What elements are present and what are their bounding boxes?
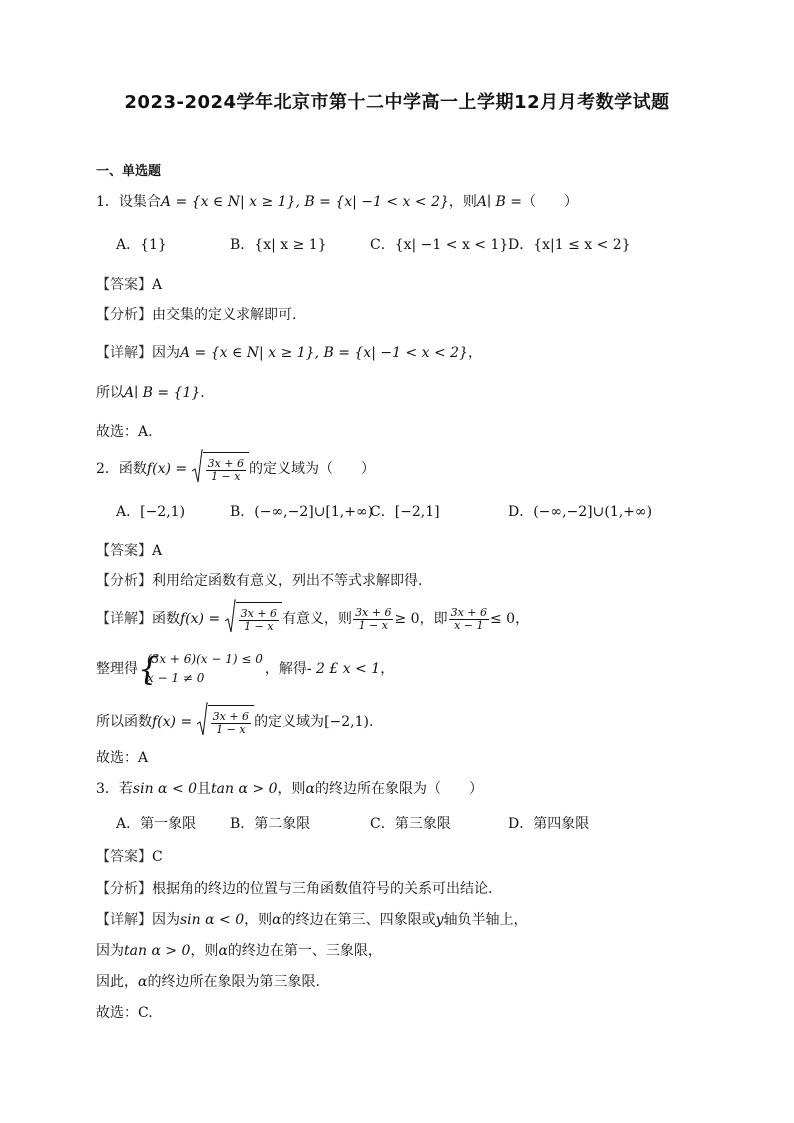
q3-option-d: D．第四象限 — [508, 816, 590, 832]
q1-set-b: , B = {x| −1 < x < 2} — [295, 194, 449, 210]
q3-answer: 【答案】C — [96, 849, 163, 865]
q3-option-c: C．第三象限 — [370, 816, 451, 832]
radical-sign-icon — [197, 702, 208, 736]
q1-option-a: A．{1} — [116, 237, 167, 253]
q3-analysis: 【分析】根据角的终边的位置与三角函数值符号的关系可出结论. — [96, 881, 493, 897]
q2-inequality-system: { (3x + 6)(x − 1) ≤ 0 x − 1 ≠ 0 — [138, 650, 263, 688]
q1-answer: 【答案】A — [96, 277, 163, 293]
q2-option-a: A．[−2,1) — [116, 504, 186, 520]
q1-expression: A∣ B = — [476, 194, 523, 210]
q1-analysis: 【分析】由交集的定义求解即可. — [96, 307, 297, 323]
q3-option-b: B．第二象限 — [230, 816, 311, 832]
q3-conclusion: 故选：C. — [96, 1005, 153, 1021]
q1-detail: 【详解】因为A = {x ∈ N| x ≥ 1}, B = {x| −1 < x < 2}， — [96, 345, 482, 361]
q1-stem: 1．设集合A = {x ∈ N| x ≥ 1}, B = {x| −1 < x < 2}，则A∣ B =（ ） — [96, 194, 579, 210]
radical-sign-icon — [192, 449, 203, 483]
q3-detail-line2: 因为tan α > 0，则α的终边在第一、三象限， — [96, 943, 382, 959]
q1-conclusion: 故选：A. — [96, 424, 153, 440]
q3-stem: 3．若sin α < 0且tan α > 0，则α的终边所在象限为（ ） — [96, 781, 483, 797]
q3-option-a: A．第一象限 — [116, 816, 197, 832]
q2-radical: $\frac{3x + 6}{1 - x}$ — [192, 451, 249, 487]
q3-detail: 【详解】因为sin α < 0，则α的终边在第三、四象限或y轴负半轴上， — [96, 912, 528, 928]
page-title: 2023-2024学年北京市第十二中学高一上学期12月月考数学试题 — [124, 92, 670, 113]
q2-analysis: 【分析】利用给定函数有意义，列出不等式求解即得. — [96, 573, 423, 589]
q1-option-d: D．{x|1 ≤ x < 2} — [508, 237, 631, 253]
q2-detail: 【详解】函数f(x) = $\frac{3x + 6}{1 - x}$ 有意义，则 $\frac{3x + 6}{1 - x}$ ≥ 0，即 $\frac{3x + 6}{x - 1}$ ≤ 0， — [96, 601, 529, 637]
q2-answer: 【答案】A — [96, 543, 163, 559]
q2-conclusion: 故选：A — [96, 750, 149, 766]
q2-detail-line3: 所以函数f(x) = $\frac{3x + 6}{1 - x}$ 的定义域为[−2,1). — [96, 704, 373, 740]
radical-sign-icon — [225, 599, 236, 633]
q2-detail-line2: 整理得 { (3x + 6)(x − 1) ≤ 0 x − 1 ≠ 0 ，解得- 2 £ x < 1， — [96, 650, 395, 688]
q3-detail-line3: 因此，α的终边所在象限为第三象限. — [96, 974, 320, 990]
q2-option-d: D．(−∞,−2]∪(1,+∞) — [508, 504, 653, 520]
q2-option-c: C．[−2,1] — [370, 504, 440, 520]
q2-option-b: B．(−∞,−2]∪[1,+∞) — [230, 504, 374, 520]
q1-option-c: C．{x| −1 < x < 1} — [370, 237, 509, 253]
q1-option-b: B．{x| x ≥ 1} — [230, 237, 327, 253]
q1-detail-line2: 所以A∣ B = {1}. — [96, 385, 205, 401]
q1-set-a: A = {x ∈ N| x ≥ 1} — [160, 194, 296, 210]
q2-stem: 2．函数f(x) = $\frac{3x + 6}{1 - x}$ 的定义域为（ ） — [96, 451, 375, 487]
section-heading: 一、单选题 — [96, 164, 162, 179]
